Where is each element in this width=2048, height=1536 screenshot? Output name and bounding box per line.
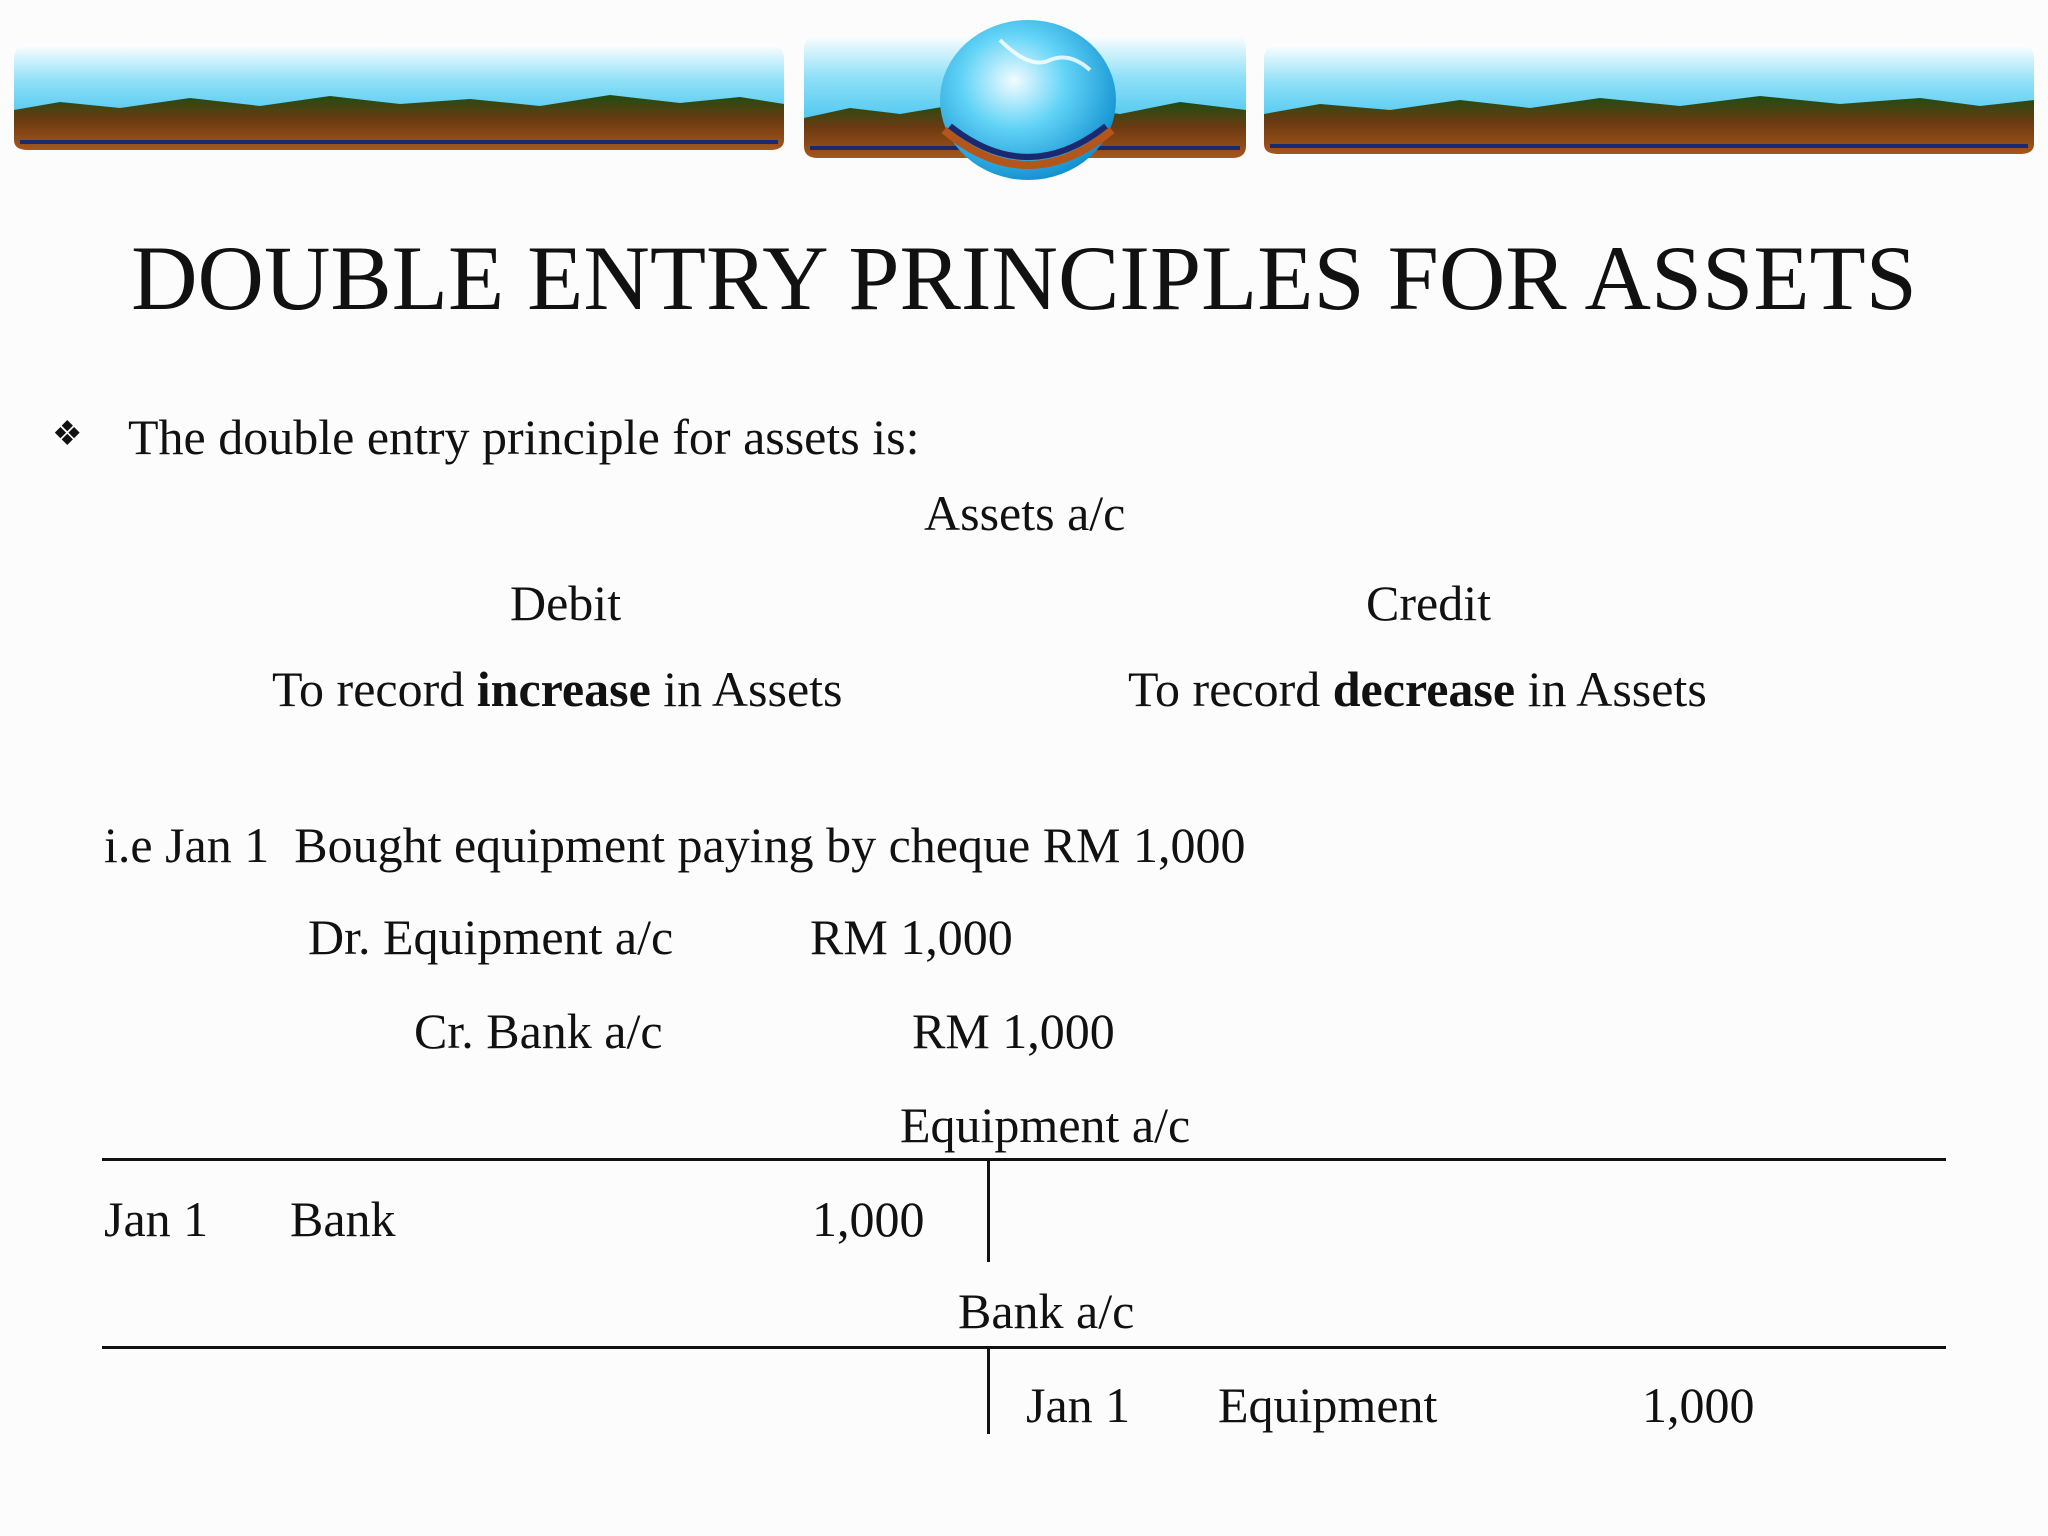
bank-ledger-title: Bank a/c [958,1283,1135,1339]
equipment-ledger-divider [987,1160,990,1262]
bank-ledger-top-rule [102,1346,1946,1349]
bullet-text: The double entry principle for assets is: [128,409,920,465]
debit-rule-text: To record increase in Assets [272,661,843,717]
banner-right-panel [1264,44,2034,154]
bank-ledger-divider [987,1348,990,1434]
example-description: i.e Jan 1 Bought equipment paying by cheque RM 1,000 [104,817,1246,873]
diamond-bullet-icon: ❖ [52,416,83,453]
equipment-debit-amount: 1,000 [812,1191,925,1247]
landscape-banner [0,0,2048,190]
bank-credit-amount: 1,000 [1642,1377,1755,1433]
equipment-debit-particulars: Bank [290,1191,396,1247]
credit-rule-text: To record decrease in Assets [1128,661,1707,717]
page-title: DOUBLE ENTRY PRINCIPLES FOR ASSETS [131,227,1917,329]
credit-rule-keyword: decrease [1332,661,1516,717]
banner-left-panel [14,44,784,150]
bank-credit-particulars: Equipment [1218,1377,1438,1433]
equipment-ledger-top-rule [102,1158,1946,1161]
debit-rule-keyword: increase [476,661,651,717]
globe-icon [940,20,1116,180]
debit-heading: Debit [510,575,622,631]
equipment-ledger-title: Equipment a/c [900,1097,1191,1153]
dr-entry-label: Dr. Equipment a/c [308,909,674,965]
cr-entry-amount: RM 1,000 [912,1003,1115,1059]
credit-heading: Credit [1366,575,1491,631]
equipment-debit-date: Jan 1 [104,1191,209,1247]
bank-credit-date: Jan 1 [1026,1377,1131,1433]
dr-entry-amount: RM 1,000 [810,909,1013,965]
assets-account-label: Assets a/c [924,485,1126,541]
cr-entry-label: Cr. Bank a/c [414,1003,663,1059]
